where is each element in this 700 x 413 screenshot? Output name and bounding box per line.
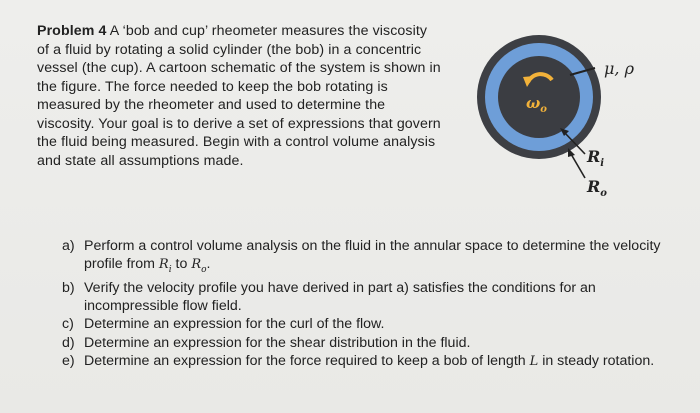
- question-parts: [62, 238, 682, 372]
- part-e: [62, 353, 682, 371]
- rheometer-schematic: [470, 30, 700, 210]
- rheometer-figure: [470, 30, 700, 210]
- problem-heading: Problem 4: [37, 23, 107, 39]
- part-label: e): [62, 353, 75, 370]
- part-text: Perform a control volume analysis on the fluid in the annular space to determine the velocity profile from $R_i$ to $R_o$.: [84, 238, 661, 275]
- part-label: c): [62, 316, 74, 333]
- part-label: d): [62, 334, 75, 351]
- problem-text: A ‘bob and cup’ rheometer measures the viscosity of a fluid by rotating a solid cylinder (the bob) in a concentric vessel (the cup). A cartoon schematic of the system is shown in the figure. The force needed to keep the bob rotating is measured by the rheometer and used to determine the viscosity. Your goal is to derive a set of expressions that govern the fluid being measured. Begin with a control volume analysis and state all assumptions made.: [37, 23, 441, 169]
- part-text: Determine an expression for the shear distribution in the fluid.: [84, 334, 471, 351]
- ro-arrow: [571, 154, 585, 178]
- ro-label: $R_o$: [587, 177, 607, 199]
- part-b: [62, 280, 682, 315]
- part-d: [62, 335, 682, 353]
- fluid-label: μ, ρ: [604, 59, 634, 78]
- part-text: Verify the velocity profile you have derived in part a) satisfies the conditions for an incompressible flow field.: [84, 280, 596, 314]
- part-label: b): [62, 280, 75, 297]
- part-text: Determine an expression for the curl of the flow.: [84, 316, 385, 333]
- part-a: [62, 238, 682, 279]
- part-label: a): [62, 238, 75, 254]
- part-c: [62, 316, 682, 334]
- ri-label: $R_i$: [587, 147, 605, 169]
- part-text: Determine an expression for the force required to keep a bob of length L in steady rotation.: [84, 353, 655, 370]
- omega-label: $\omega_o$: [526, 94, 547, 115]
- problem-statement: [37, 22, 442, 170]
